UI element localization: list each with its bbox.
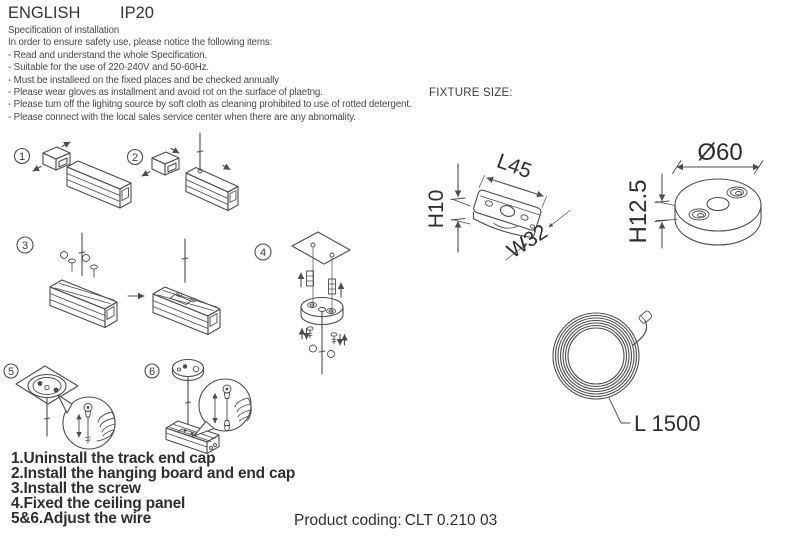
spec-intro: In order to ensure safety use, please notice the following items: <box>8 37 273 49</box>
product-coding-label: Product coding: <box>294 512 402 529</box>
spec-item: - Read and understand the whole Specification. <box>8 49 207 61</box>
track-drawing <box>67 161 131 208</box>
instruction-step: 2.Install the hanging board and end cap <box>11 464 296 482</box>
step1-diagram <box>15 142 132 208</box>
center-hole <box>707 198 729 211</box>
step4-diagram <box>255 232 350 374</box>
step-number: 3 <box>21 240 29 252</box>
mounting-hole <box>520 214 528 221</box>
screw <box>91 265 98 269</box>
wire-adjuster-detail <box>223 385 231 430</box>
step6-diagram <box>145 360 251 454</box>
washer-ring <box>83 255 90 262</box>
center-hole <box>499 204 516 218</box>
screw <box>307 327 313 338</box>
spec-title: Specification of installation <box>8 25 120 36</box>
instruction-step: 4.Fixed the ceiling panel <box>11 494 186 512</box>
ceiling-panel-drawing <box>625 139 763 248</box>
step3-diagram <box>17 233 220 335</box>
step2-diagram <box>128 133 239 211</box>
suspension-wire-drawing <box>197 133 203 173</box>
dim-wire-length-label: L 1500 <box>634 411 701 436</box>
ceiling-canopy-drawing <box>28 375 66 398</box>
step-number: 2 <box>131 152 139 164</box>
ip-rating-label: IP20 <box>120 4 154 22</box>
dim-board-length-label: L45 <box>493 149 535 184</box>
direction-arrow <box>223 166 230 170</box>
wire-adjuster-detail <box>84 404 92 444</box>
leader-line <box>609 398 630 423</box>
step-number: 5 <box>7 366 15 378</box>
hand-drawing <box>235 398 251 421</box>
hand-drawing <box>97 412 115 441</box>
hanging-board-drawing <box>425 150 570 263</box>
mounting-hole <box>485 200 493 207</box>
dim-board-width-label: W32 <box>503 220 552 263</box>
product-code: CLT 0.210 03 <box>404 512 498 529</box>
step-number: 1 <box>18 151 26 163</box>
fixture-size-label: FIXTURE SIZE: <box>429 87 513 99</box>
spec-item: - Please tum off the lighitng source by soft cloth as cleaning prohibited to use of rotted detergent. <box>8 99 412 111</box>
instruction-step: 1.Uninstall the track end cap <box>11 450 216 467</box>
step-number: 4 <box>259 247 267 259</box>
screw-boss <box>689 209 709 220</box>
end-cap-drawing <box>152 152 179 175</box>
dim-panel-height-label: H12.5 <box>625 179 652 244</box>
end-cap-drawing <box>43 147 70 170</box>
step-number: 6 <box>148 366 156 378</box>
wall-anchor <box>307 271 314 286</box>
language-label: ENGLISH <box>8 4 81 22</box>
washer-ring <box>328 351 335 358</box>
direction-arrow <box>33 167 41 172</box>
direction-arrow <box>171 149 179 154</box>
instruction-steps <box>11 452 295 527</box>
spec-item: - Must be installeed on the fixed places and be checked annually <box>8 74 279 86</box>
spec-item: - Suitable for the use of 220-240V and 50-60Hz. <box>8 62 209 74</box>
screw-boss <box>727 187 747 198</box>
step5-diagram <box>4 364 115 449</box>
washer-ring <box>310 345 317 352</box>
dim-panel-diameter-label: Ø60 <box>697 139 743 166</box>
screw <box>331 333 337 344</box>
instruction-step: 3.Install the screw <box>11 479 141 497</box>
product-coding <box>294 512 500 530</box>
callout-tail <box>194 422 214 437</box>
instruction-step: 5&6.Adjust the wire <box>11 509 152 527</box>
callout-tail <box>58 395 72 413</box>
wire-end-connector <box>638 310 653 324</box>
washer-ring <box>61 252 68 259</box>
direction-arrow <box>62 142 70 147</box>
track-with-screws-loose-drawing <box>50 233 117 328</box>
track-with-screws-fixed-drawing <box>153 239 220 335</box>
spec-item: - Please wear gloves as installment and avoid rot on the surface of plaetng. <box>8 87 323 99</box>
wire-coil-drawing <box>553 310 700 436</box>
track-drawing <box>186 168 238 211</box>
ceiling-plate-drawing <box>292 232 350 264</box>
dim-board-height-label: H10 <box>425 189 448 229</box>
direction-arrow <box>142 172 150 177</box>
spec-item: - Please connect with the local sales service center when there are any abnomality. <box>8 111 356 123</box>
screw <box>69 259 76 263</box>
